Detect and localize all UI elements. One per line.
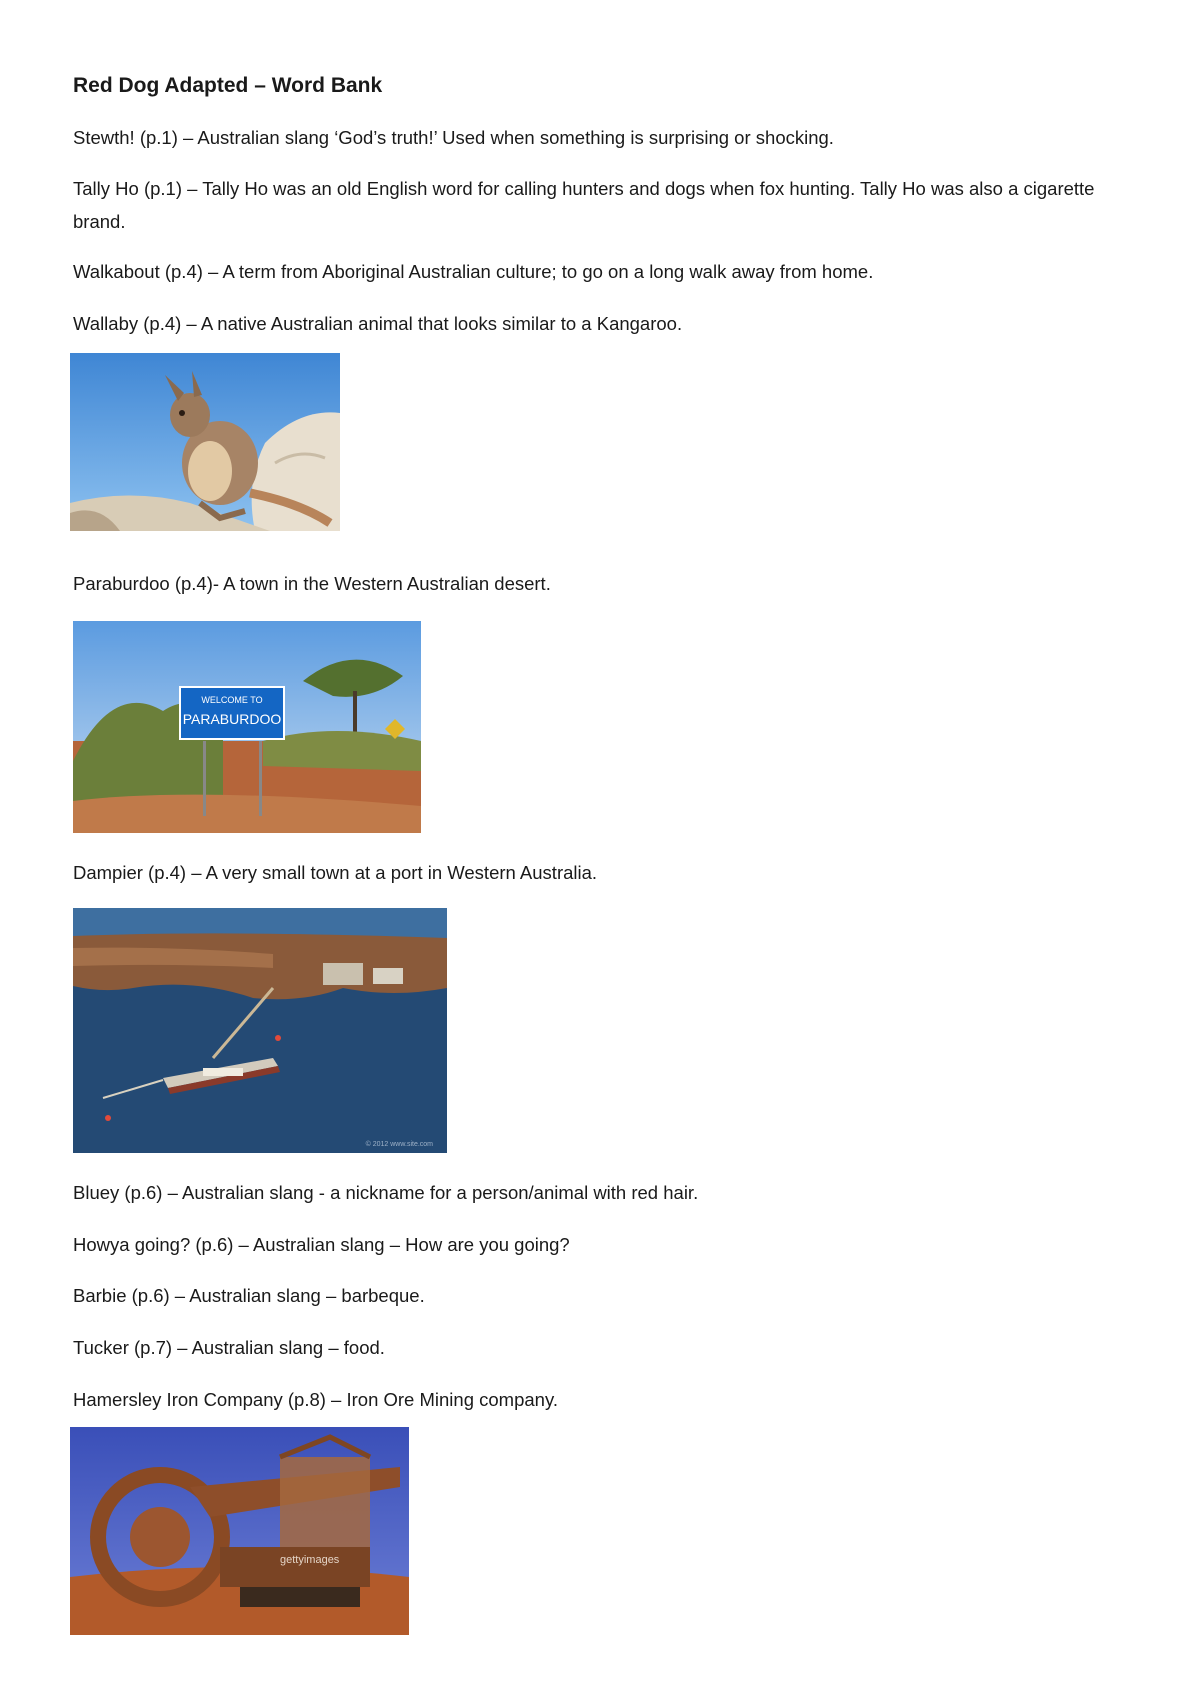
hamersley-mining-photo (70, 1427, 409, 1635)
entry-paraburdoo: Paraburdoo (p.4)- A town in the Western Australian desert. (73, 573, 551, 594)
entry-barbie: Barbie (p.6) – Australian slang – barbeque. (73, 1285, 425, 1306)
entry-howya-going: Howya going? (p.6) – Australian slang – How are you going? (73, 1234, 570, 1255)
wallaby-photo (70, 353, 340, 531)
document-title: Red Dog Adapted – Word Bank (73, 74, 383, 97)
dampier-watermark: © 2012 www.site.com (365, 1141, 433, 1148)
entry-dampier: Dampier (p.4) – A very small town at a port in Western Australia. (73, 862, 598, 883)
entry-walkabout: Walkabout (p.4) – A term from Aboriginal Australian culture; to go on a long walk away from home. (73, 261, 874, 282)
entry-stewth: Stewth! (p.1) – Australian slang ‘God’s truth!’ Used when something is surprising or shocking. (73, 127, 834, 148)
entry-bluey: Bluey (p.6) – Australian slang - a nickname for a person/animal with red hair. (73, 1182, 699, 1203)
entry-tally-ho: Tally Ho (p.1) – Tally Ho was an old English word for calling hunters and dogs when fox hunting. Tally Ho was also a cigarette brand. (73, 178, 1095, 232)
entry-hamersley: Hamersley Iron Company (p.8) – Iron Ore Mining company. (73, 1389, 558, 1410)
dampier-photo (73, 908, 447, 1153)
getty-watermark: gettyimages (280, 1554, 340, 1566)
sign-line2: PARABURDOO (182, 711, 282, 727)
entry-tucker: Tucker (p.7) – Australian slang – food. (73, 1337, 385, 1358)
sign-line1: WELCOME TO (201, 695, 263, 705)
entry-wallaby: Wallaby (p.4) – A native Australian animal that looks similar to a Kangaroo. (73, 313, 683, 334)
paraburdoo-photo (73, 621, 421, 833)
